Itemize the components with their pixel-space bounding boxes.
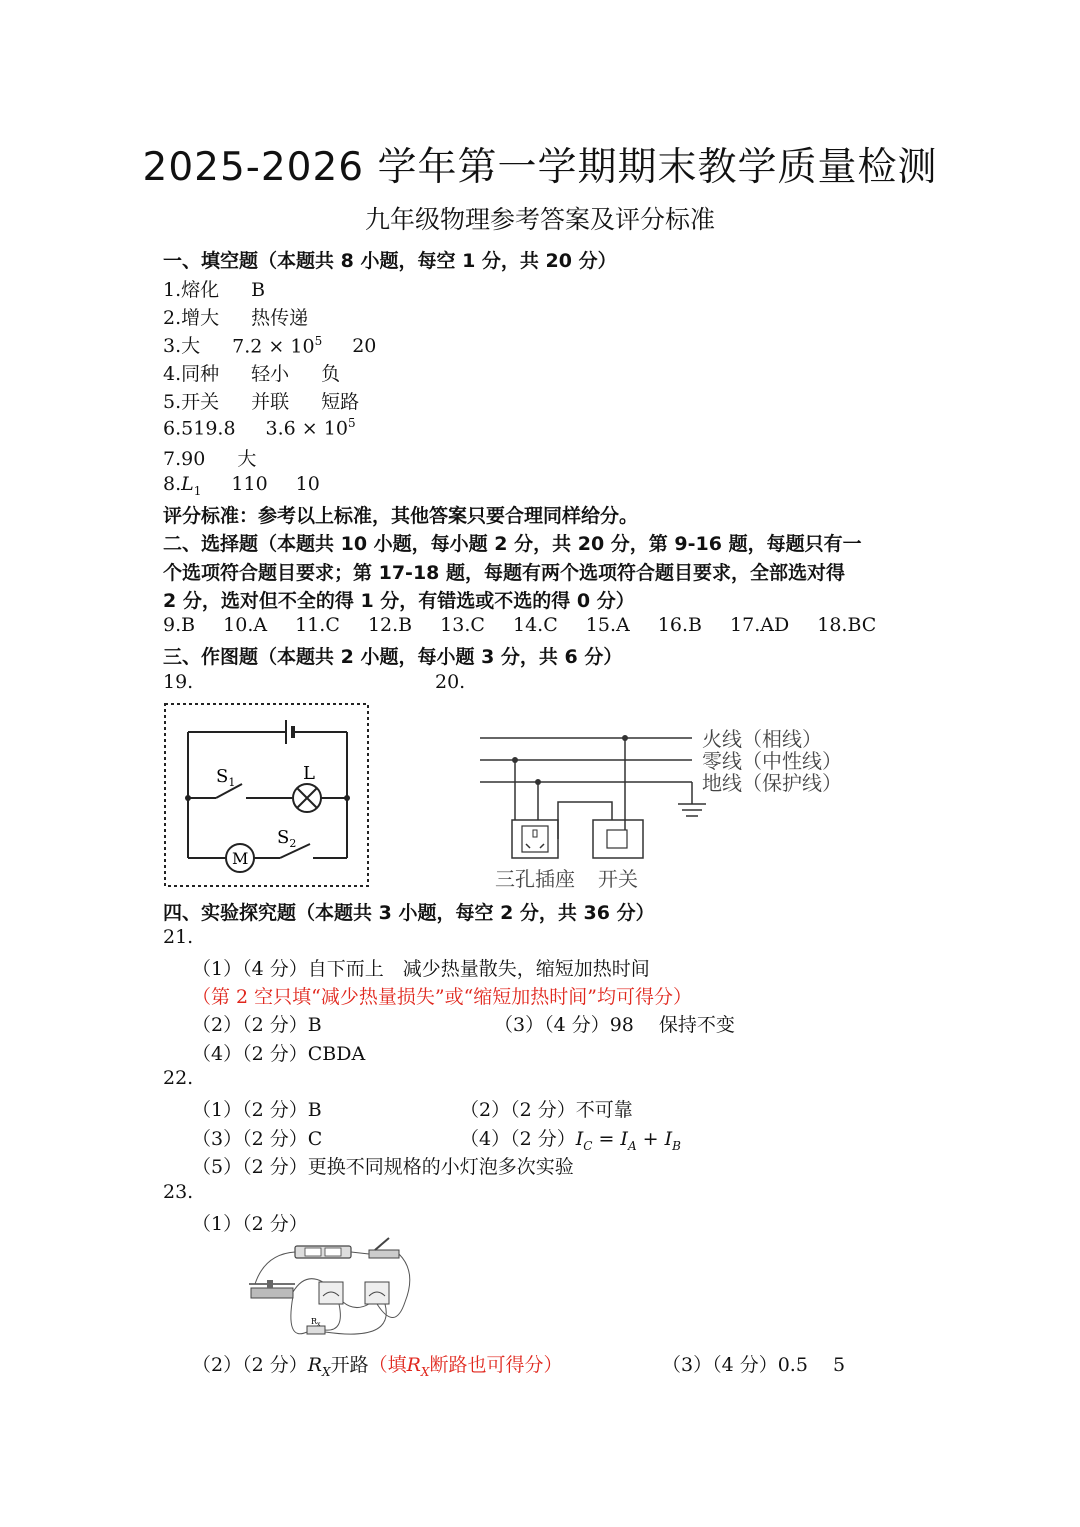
answer-line-7 xyxy=(163,444,256,471)
section2-heading-line1: 二、选择题（本题共 10 小题，每小题 2 分，共 20 分，第 9-16 题，每题只有一 xyxy=(163,533,862,555)
answer: 负 xyxy=(321,363,341,385)
answer-line-6 xyxy=(163,416,356,439)
household-wiring-diagram xyxy=(470,722,870,897)
ammeter xyxy=(365,1282,389,1304)
q20-label: 20. xyxy=(435,671,466,693)
formula-var: I xyxy=(620,1128,628,1150)
formula-sub: A xyxy=(627,1138,637,1153)
formula-var: I xyxy=(575,1128,584,1150)
live-wire-label: 火线（相线） xyxy=(702,727,822,751)
connecting-wire xyxy=(351,1252,369,1254)
answer-line-5 xyxy=(163,387,359,414)
answer: 同种 xyxy=(181,363,220,385)
q21-part4: （4）（2 分）CBDA xyxy=(192,1043,366,1065)
answer-line-8 xyxy=(163,473,320,498)
formula-var: R xyxy=(307,1354,323,1376)
socket-hole xyxy=(526,844,530,848)
choice-answer: 16.B xyxy=(657,614,702,636)
choice-answer: 15.A xyxy=(585,614,630,636)
section3-heading: 三、作图题（本题共 2 小题，每小题 3 分，共 6 分） xyxy=(163,646,623,668)
answer-variable: L xyxy=(181,473,194,495)
answer: 开路 xyxy=(330,1354,369,1376)
subscript: 1 xyxy=(193,483,202,498)
q19-label: 19. xyxy=(163,671,194,693)
choice-answer: 14.C xyxy=(512,614,558,636)
knife-switch-base xyxy=(369,1250,399,1258)
item-num: 2. xyxy=(163,307,182,329)
answer-line-3 xyxy=(163,331,376,358)
switch-box xyxy=(593,820,643,858)
answer: 短路 xyxy=(321,391,360,413)
choice-answer: 18.BC xyxy=(817,614,877,636)
item-num: 6. xyxy=(163,417,182,440)
q23-label: 23. xyxy=(163,1181,194,1203)
section2-heading-line2: 个选项符合题目要求；第 17-18 题，每题有两个选项符合题目要求，全部选对得 xyxy=(163,562,845,584)
choice-answer: 9.B xyxy=(163,614,196,636)
choice-answer: 11.C xyxy=(295,614,340,636)
voltmeter xyxy=(319,1282,343,1304)
item-num: 5. xyxy=(163,391,182,413)
item-num: 1. xyxy=(163,279,182,301)
answer: 10 xyxy=(295,473,320,495)
section1-heading: 一、填空题（本题共 8 小题，每空 1 分，共 20 分） xyxy=(163,250,617,272)
answer-line-1 xyxy=(163,275,265,302)
lamp-label: L xyxy=(303,763,315,784)
answer: 90 xyxy=(181,448,206,470)
q23-part2 xyxy=(192,1350,562,1379)
q23-part2-note: （填$R_X$断路也可得分） xyxy=(368,1354,563,1379)
formula-sub: X xyxy=(322,1364,331,1379)
item-num: 7. xyxy=(163,448,182,470)
switch-label: 开关 xyxy=(598,867,638,891)
part-prefix: （2）（2 分） xyxy=(192,1354,308,1376)
section4-heading: 四、实验探究题（本题共 3 小题，每空 2 分，共 36 分） xyxy=(163,902,655,924)
connecting-wire xyxy=(325,1304,340,1330)
section2-heading-line3: 2 分，选对但不全的得 1 分，有错选或不选的得 0 分） xyxy=(163,590,635,612)
rheostat xyxy=(251,1288,293,1298)
item-num: 4. xyxy=(163,363,182,385)
resistor xyxy=(307,1326,325,1334)
exponent: 5 xyxy=(347,416,356,430)
socket-hole xyxy=(540,844,544,848)
knife-switch-blade xyxy=(375,1238,389,1250)
choice-answer: 12.B xyxy=(367,614,413,636)
answer: 大 xyxy=(237,448,257,470)
choice-answer: 13.C xyxy=(440,614,485,636)
item-num: 3. xyxy=(163,335,182,357)
battery-holder xyxy=(295,1246,351,1258)
ground-wire-label: 地线（保护线） xyxy=(702,771,842,795)
formula-sub: B xyxy=(672,1138,681,1153)
scoring-note: 评分标准：参考以上标准，其他答案只要合理同样给分。 xyxy=(163,505,639,527)
choice-answer: 17.AD xyxy=(730,614,790,636)
q21-part3: （3）（4 分）98 保持不变 xyxy=(494,1014,735,1036)
q22-part1: （1）（2 分）B xyxy=(192,1099,322,1121)
connecting-wire xyxy=(255,1252,295,1284)
battery-cell xyxy=(325,1248,341,1256)
formula-op: = xyxy=(592,1128,621,1150)
q22-part5: （5）（2 分）更换不同规格的小灯泡多次实验 xyxy=(192,1156,574,1178)
formula-op: + xyxy=(636,1128,665,1150)
q23-part1: （1）（2 分） xyxy=(192,1213,308,1235)
answer: 7.2 × 10 xyxy=(232,335,315,357)
answer: 增大 xyxy=(181,307,220,329)
answer: 大 xyxy=(181,335,201,357)
answer: 开关 xyxy=(181,391,220,413)
s2-label: $S_2$ xyxy=(277,827,297,850)
resistor-label: $R_x$ xyxy=(311,1317,321,1328)
q21-part1: （1）（4 分）自下而上 减少热量散失，缩短加热时间 xyxy=(192,958,650,980)
answer: 519.8 xyxy=(181,417,236,440)
connecting-wire xyxy=(291,1296,307,1334)
answer: 20 xyxy=(352,335,377,357)
q22-part4 xyxy=(460,1124,681,1153)
battery-cell xyxy=(305,1248,321,1256)
socket-hole xyxy=(533,830,537,837)
switch-face xyxy=(607,830,627,848)
motor-label: M xyxy=(232,849,249,868)
exponent: 5 xyxy=(314,333,323,348)
physical-circuit-sketch xyxy=(245,1232,420,1350)
answer: 并联 xyxy=(251,391,290,413)
q23-part3: （3）（4 分）0.5 5 xyxy=(662,1354,846,1376)
connecting-wire xyxy=(325,1304,386,1334)
q22-label: 22. xyxy=(163,1067,194,1089)
answer: B xyxy=(251,279,266,301)
q22-part3: （3）（2 分）C xyxy=(192,1128,323,1150)
q21-part2: （2）（2 分）B xyxy=(192,1014,322,1036)
choice-answer: 10.A xyxy=(223,614,268,636)
answer: 110 xyxy=(231,473,268,495)
part-prefix: （4）（2 分） xyxy=(460,1128,576,1150)
circuit-diagram xyxy=(160,700,375,890)
page-subtitle: 九年级物理参考答案及评分标准 xyxy=(364,205,715,234)
neutral-wire-label: 零线（中性线） xyxy=(702,749,842,773)
answer-line-4 xyxy=(163,359,340,386)
answer: 热传递 xyxy=(251,307,309,329)
q21-label: 21. xyxy=(163,926,194,948)
choice-answers xyxy=(163,614,876,636)
q22-part2: （2）（2 分）不可靠 xyxy=(460,1099,633,1121)
item-num: 8. xyxy=(163,473,182,495)
answer: 3.6 × 10 xyxy=(265,417,348,440)
answer: 轻小 xyxy=(251,363,290,385)
formula-var: I xyxy=(664,1128,673,1150)
s1-label: $S_1$ xyxy=(216,766,236,789)
formula-sub: C xyxy=(583,1138,593,1153)
socket-label: 三孔插座 xyxy=(495,867,575,891)
rheostat-slider xyxy=(267,1280,273,1288)
page-title: 2025-2026 学年第一学期期末教学质量检测 xyxy=(142,145,938,190)
answer: 熔化 xyxy=(181,279,220,301)
q21-part1-note: （第 2 空只填“减少热量损失”或“缩短加热时间”均可得分） xyxy=(192,986,693,1008)
answer-line-2 xyxy=(163,303,308,330)
